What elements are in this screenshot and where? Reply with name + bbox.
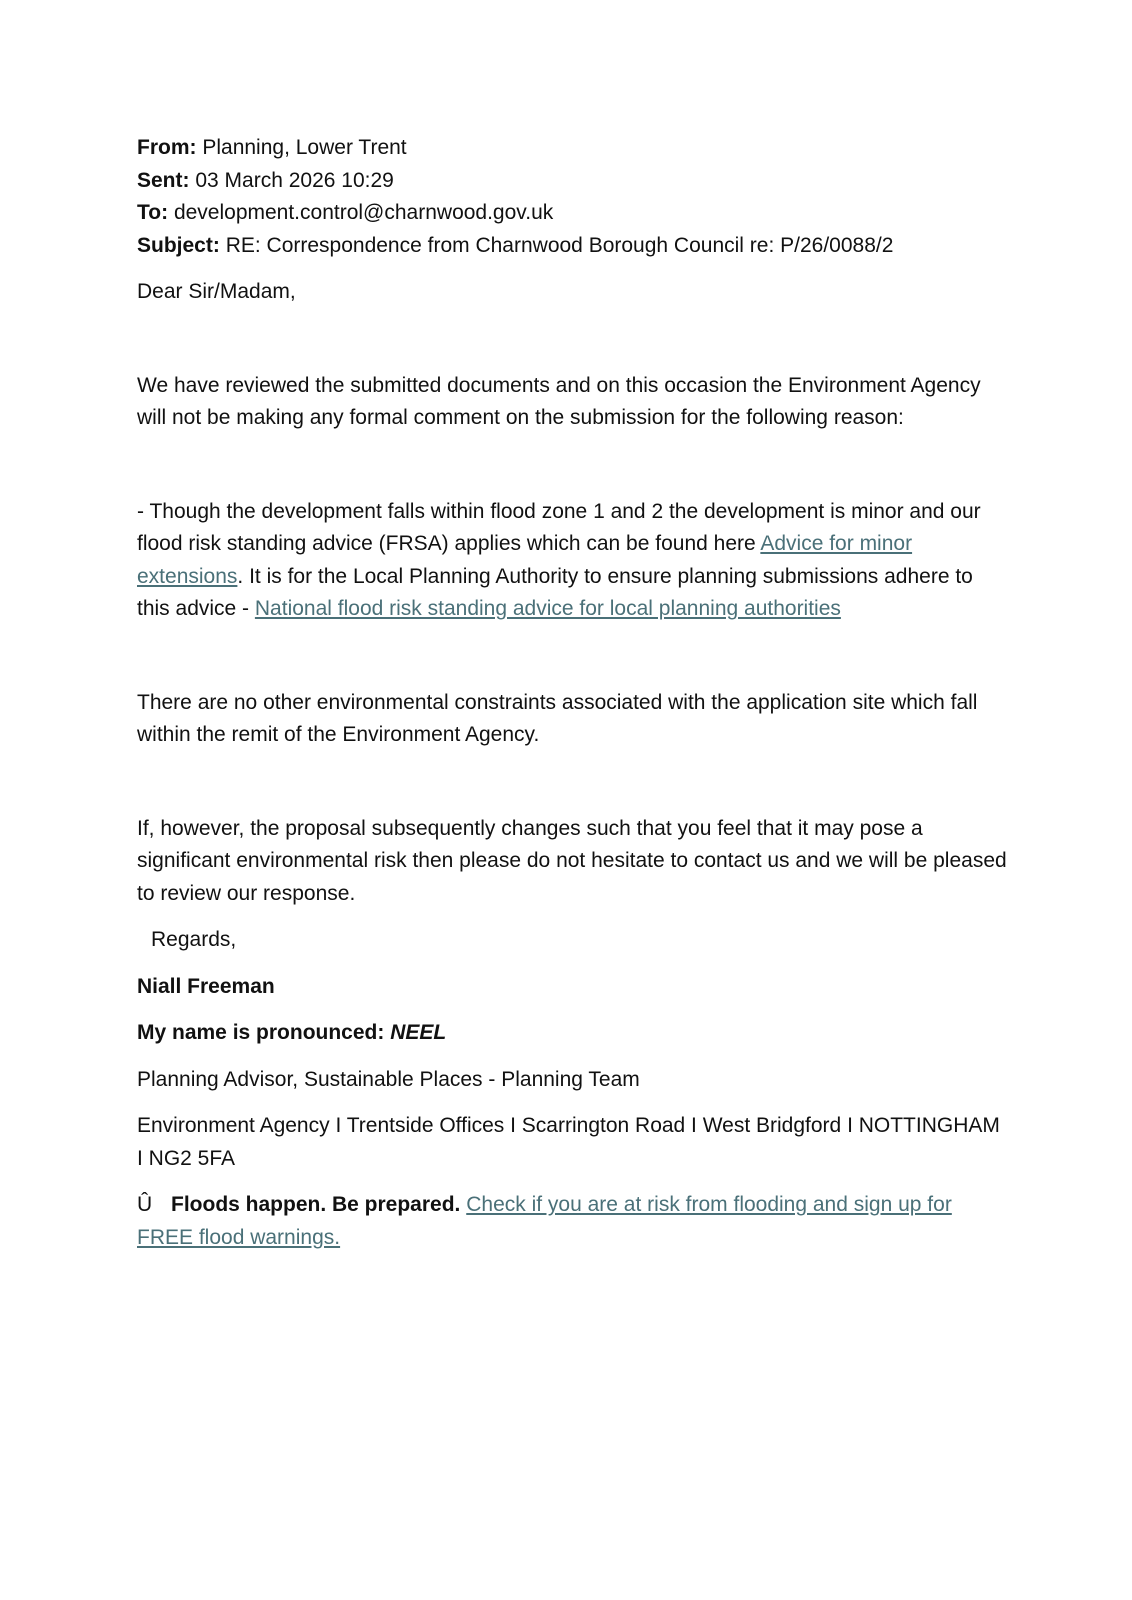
floods-happen-text: Floods happen. Be prepared. xyxy=(171,1193,461,1216)
from-label: From: xyxy=(137,136,197,159)
advice-minor-extensions-link[interactable]: Advice for minor extensions xyxy=(137,532,913,588)
pronunciation-line xyxy=(137,1017,1007,1050)
flood-warning-line xyxy=(137,1189,1007,1254)
pronunciation-label: My name is pronounced: xyxy=(137,1021,391,1044)
to-label: To: xyxy=(137,201,169,224)
greeting: Dear Sir/Madam, xyxy=(137,280,296,303)
flood-warnings-signup-link[interactable]: Check if you are at risk from flooding and sign up for FREE flood warnings. xyxy=(137,1193,952,1249)
flood-zone-text: - Though the development falls within flood zone 1 and 2 the development is minor and our flood risk standing advice (FRSA) applies which can be found here xyxy=(137,499,981,555)
sent-value: 03 March 2026 10:29 xyxy=(195,168,394,192)
from-value: Planning, Lower Trent xyxy=(202,136,407,159)
sent-line xyxy=(137,165,1007,198)
flood-glyph-icon: Û xyxy=(137,1193,153,1216)
email-document xyxy=(137,132,1007,1254)
paragraph-review: We have reviewed the submitted documents and on this occasion the Environment Agency will not be making any formal comment on the submission for the following reason: xyxy=(137,373,981,429)
subject-label: Subject: xyxy=(137,233,220,257)
sender-address: Environment Agency I Trentside Offices I Scarrington Road I West Bridgford I NOTTINGHAM I NG2 5FA xyxy=(137,1114,1000,1170)
to-value: development.control@charnwood.gov.uk xyxy=(173,201,554,224)
national-flood-risk-advice-link[interactable]: National flood risk standing advice for local planning authorities xyxy=(254,597,841,620)
paragraph-flood-zone xyxy=(137,496,1007,626)
subject-line xyxy=(137,230,1007,263)
lpa-advice-text: . It is for the Local Planning Authority to ensure planning submissions adhere to this advice - xyxy=(137,564,973,620)
to-line xyxy=(137,197,1007,230)
from-line xyxy=(137,132,1007,165)
paragraph-proposal-change: If, however, the proposal subsequently changes such that you feel that it may pose a significant environmental risk then please do not hesitate to contact us and we will be pleased to review our response. xyxy=(137,816,1007,905)
regards: Regards, xyxy=(151,928,237,951)
paragraph-constraints: There are no other environmental constraints associated with the application site which fall within the remit of the Environment Agency. xyxy=(137,690,978,746)
sender-name: Niall Freeman xyxy=(137,974,275,998)
email-header xyxy=(137,132,1007,262)
pronunciation-value: NEEL xyxy=(390,1021,447,1044)
sender-role: Planning Advisor, Sustainable Places - Planning Team xyxy=(137,1067,640,1091)
subject-value: RE: Correspondence from Charnwood Borough Council re: P/26/0088/2 xyxy=(225,233,894,257)
sent-label: Sent: xyxy=(137,168,190,192)
